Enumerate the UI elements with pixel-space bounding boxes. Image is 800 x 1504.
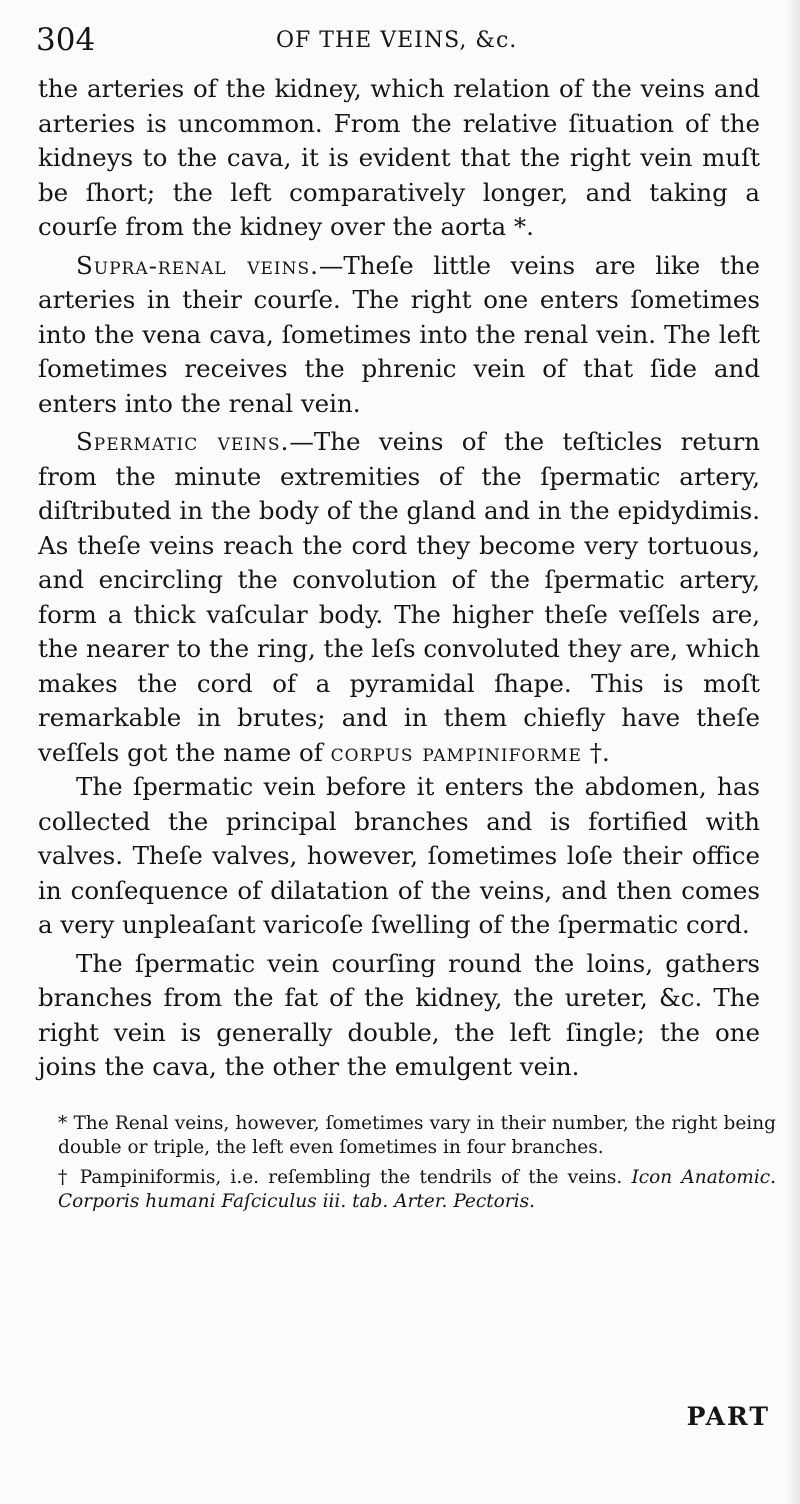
paragraph-coursing: [38, 947, 760, 1085]
paragraph-renal-continued: [38, 72, 760, 245]
footnote-dagger: [58, 1166, 776, 1214]
footnote-text: The Renal veins, however, ſometimes vary in their number, the right being double or triple, the left even ſometimes in four branches.: [58, 1113, 776, 1158]
paragraph-tail: †.: [581, 737, 610, 767]
footnote-text: Pampiniformis, i.e. reſembling the tendrils of the veins.: [79, 1167, 632, 1188]
section-heading: Supra-renal veins.: [76, 250, 319, 280]
footnotes: [58, 1112, 776, 1220]
latin-term: corpus pampiniforme: [330, 737, 582, 767]
footnote-asterisk: [58, 1112, 776, 1160]
paragraph-spermatic-veins: [38, 425, 760, 770]
running-head: OF THE VEINS, &c.: [276, 28, 518, 53]
page-header: [36, 20, 760, 60]
page-number: 304: [36, 22, 96, 58]
footnote-reference: Icon Anatomic. Corporis humani Faſciculus iii. tab. Arter. Pectoris.: [58, 1167, 776, 1212]
catchword: PART: [686, 1402, 770, 1431]
footnote-mark: *: [58, 1113, 68, 1134]
paragraph-text: —The veins of the teſticles return from the minute extremities of the ſpermatic artery, diſtributed in the body of the gland and in the epidydimis. As theſe veins reach the cord they become very tortuous, and encircling the convolution of the ſpermatic artery, form a thick vaſcular body. The higher theſe veſſels are, the nearer to the ring, the leſs convoluted they are, which makes the cord of a pyramidal ſhape. This is moſt remarkable in brutes; and in them chiefly have theſe veſſels got the name of: [38, 427, 760, 767]
section-heading: Spermatic veins.: [76, 427, 290, 456]
paragraph-text: —Theſe little veins are like the arteries in their courſe. The right one enters ſometimes into the vena cava, ſometimes into the renal vein. The left ſometimes receives the phrenic vein of that ſide and enters into the renal vein.: [38, 250, 761, 418]
paragraph-valves: [38, 770, 760, 943]
paragraph-text: The ſpermatic vein courſing round the loins, gathers branches from the fat of the kidney, the ureter, &c. The right vein is generally double, the left ſingle; the one joins the cava, the other the emulgent vein.: [38, 948, 760, 1081]
footnote-mark: †: [58, 1167, 71, 1188]
paragraph-text: the arteries of the kidney, which relation of the veins and arteries is uncommon. From the relative ſituation of the kidneys to the cava, it is evident that the right vein muſt be ſhort; the left comparatively longer, and taking a courſe from the kidney over the aorta *.: [38, 74, 760, 241]
paragraph-supra-renal-veins: [38, 249, 760, 422]
paragraph-text: The ſpermatic vein before it enters the abdomen, has collected the principal branches and is fortified with valves. Theſe valves, however, ſometimes loſe their office in conſequence of dilatation of the veins, and then comes a very unpleaſant varicoſe ſwelling of the ſpermatic cord.: [38, 772, 760, 939]
body-text: [38, 72, 760, 1085]
